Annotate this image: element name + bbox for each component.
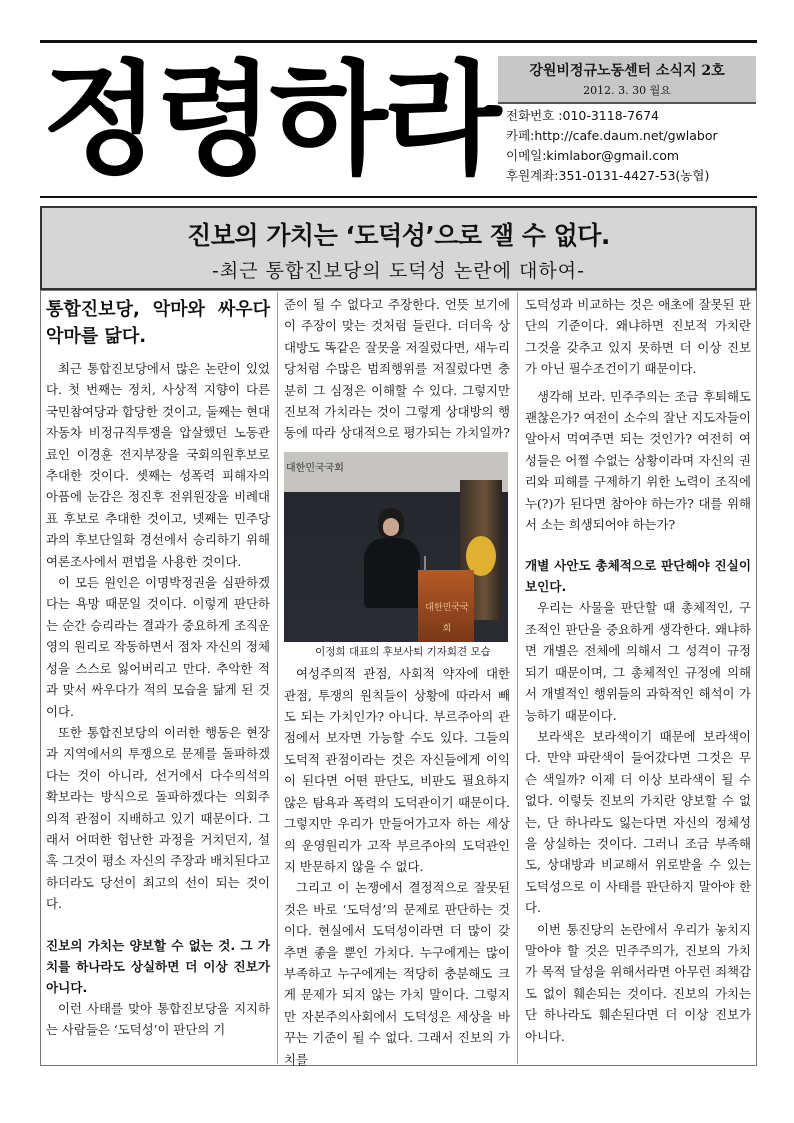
paragraph: 우리는 사물을 판단할 때 총체적인, 구조적인 판단을 중요하게 생각한다. 왜냐하면 개별은 전체에 의해서 그 성격이 규정되기 때문이며, 그 총체적인 규정에 의해서 개별적인 행위들의 과학적인 해석이 가능하기 때문이다.	[525, 600, 751, 723]
column-divider	[277, 292, 278, 1064]
speaker-face	[383, 518, 399, 536]
paragraph: 도덕성과 비교하는 것은 애초에 잘못된 판단의 기준이다. 왜냐하면 진보적 가치란 그것을 갖추고 있지 못하면 더 이상 진보가 아닌 필수조건이기 때문이다.	[525, 297, 751, 377]
section-subhead: 개별 사안도 총체적으로 판단해야 진실이 보인다.	[525, 558, 751, 595]
paragraph: 이번 통진당의 논란에서 우리가 놓치지 말아야 할 것은 민주주의가, 진보의 가치가 목적 달성을 위해서라면 아무런 죄책감도 없이 훼손되는 것이다. 진보의 가치는 단 하나라도 훼손된다면 더 이상 진보가 아니다.	[525, 921, 751, 1044]
paragraph: 준이 될 수 없다고 주장한다. 언뜻 보기에 이 주장이 맞는 것처럼 들린다. 더더욱 상대방도 똑같은 잘못을 저질렀다면, 새누리당처럼 수많은 범죄행위를 저질렀다면 충분히 그 심정은 이해할 수 있다. 그렇지만 진보적 가치라는 것이 그렇게 상대방의 행동에 따라 상대적으로 평가되는 가치일까?	[284, 297, 510, 441]
paragraph: 생각해 보라. 민주주의는 조금 후퇴해도 괜찮은가? 여전이 소수의 잘난 지도자들이 알아서 먹여주면 되는 것인가? 여전히 여성들은 어쩔 수없는 상황이라며 자신의 권리와 피해를 구제하기 위한 노력이 조직에 누(?)가 된다면 참아야 하는가? 대를 위해서 소는 희생되어야 하는가?	[525, 388, 751, 533]
article-column-1	[46, 294, 270, 1040]
photo-banner-text: 대한민국국회	[286, 462, 344, 474]
speaker-figure	[364, 538, 420, 608]
paragraph: 보라색은 보라색이기 때문에 보라색이다. 만약 파란색이 들어갔다면 그것은 무슨 색일까? 이제 더 이상 보라색이 될 수 없다. 이렇듯 진보의 가치란 양보할 수 없는, 단 하나라도 잃는다면 자신의 정체성을 상실하는 것이다. 그러니 조금 부족해도, 상대방과 비교해서 위로받을 수 있는 도덕성으로 이 사태를 판단하지 말아야 한다.	[525, 728, 751, 916]
contact-email[interactable]: 이메일:kimlabor@gmail.com	[506, 148, 680, 163]
section-subhead: 진보의 가치는 양보할 수 없는 것. 그 가치를 하나라도 상실하면 더 이상 진보가 아니다.	[46, 937, 270, 995]
paragraph: 이 모든 원인은 이명박정권을 심판하겠다는 욕망 때문일 것이다. 이렇게 판단하는 순간 승리라는 결과가 중요하게 조직운영의 원리로 작동하면서 점차 자신의 정체성을 스스로 잃어버리고 만다. 추악한 적과 맞서 싸우다가 적의 모습을 닮게 된 것이다.	[46, 575, 270, 719]
masthead-top-rule	[40, 40, 757, 43]
paragraph: 최근 통합진보당에서 많은 논란이 있었다. 첫 번째는 정치, 사상적 지향이 다른 국민참여당과 합당한 것이고, 둘째는 현대자동차 비정규직투쟁을 압살했던 노동관료인 이경훈 전지부장을 국회의원후보로 추대한 것이다. 셋째는 성폭력 피해자의 아픔에 눈감은 정진후 전위원장을 비례대표 후보로 추대한 것이고, 넷째는 민주당과의 후보단일화 경선에서 승리하기 위해 여론조사에서 편법을 사용한 것이다.	[46, 361, 270, 569]
issue-date: 2012. 3. 30 월요	[583, 84, 671, 97]
article-column-2	[284, 294, 510, 1070]
podium-label: 대한민국국회	[425, 602, 469, 635]
headline: 진보의 가치는 ‘도덕성’으로 잴 수 없다.	[187, 221, 610, 250]
article-column-3	[525, 294, 751, 1047]
subheadline: -최근 통합진보당의 도덕성 논란에 대하여-	[212, 260, 585, 282]
press-conference-photo	[284, 452, 508, 642]
contact-info	[506, 106, 756, 186]
headline-box	[40, 206, 757, 290]
column-divider	[517, 292, 518, 1064]
contact-cafe[interactable]: 카페:http://cafe.daum.net/gwlabor	[506, 128, 718, 143]
issue-name: 강원비정규노동센터 소식지 2호	[529, 63, 725, 79]
newsletter-title: 정령하라	[42, 49, 498, 191]
article-kicker: 통합진보당, 악마와 싸우다 악마를 닮다.	[46, 299, 270, 347]
paragraph: 또한 통합진보당의 이러한 행동은 현장과 지역에서의 투쟁으로 문제를 돌파하겠다는 것이 아니라, 선거에서 다수의석의 확보라는 방식으로 돌파하겠다는 의회주의적 관점이 지배하고 있기 때문이다. 그래서 어떠한 험난한 과정을 거치던지, 설혹 그것이 평소 자신의 주장과 배치된다고 하더라도 당선이 최고의 선이 되는 것이다.	[46, 724, 270, 912]
issue-info-box	[498, 56, 756, 104]
contact-phone: 전화번호 :010-3118-7674	[506, 108, 659, 123]
paragraph: 여성주의적 관점, 사회적 약자에 대한 관점, 투쟁의 원칙들이 상황에 따라서 빼도 되는 가치인가? 아니다. 부르주아의 관점에서 보자면 가능할 수도 있다. 그들의 도덕적 관점이라는 것은 자신들에게 이익이 된다면 어떤 판단도, 비판도 필요하지 않은 탐욕과 폭력의 도덕관이기 때문이다. 그렇지만 우리가 만들어가고자 하는 세상의 운영원리가 고작 부르주아의 도덕관인지 반문하지 않을 수 없다.	[284, 666, 510, 874]
paragraph: 그리고 이 논쟁에서 결정적으로 잘못된 것은 바로 ‘도덕성’의 문제로 판단하는 것이다. 현실에서 도덕성이라면 더 많이 갖추면 좋을 뿐인 가치다. 누구에게는 많이 부족하고 누구에게는 적당히 충분해도 크게 문제가 되지 않는 가치 말이다. 그렇지만 자본주의사회에서 도덕성은 세상을 바꾸는 기준이 될 수 없다. 그래서 진보의 가치를	[284, 880, 510, 1067]
paragraph: 이런 사태를 맞아 통합진보당을 지지하는 사람들은 ‘도덕성’이 판단의 기	[46, 1000, 270, 1037]
photo-caption: 이정희 대표의 후보사퇴 기자회견 모습	[315, 645, 491, 658]
contact-donation-account: 후원계좌:351-0131-4427-53(농협)	[506, 168, 710, 183]
masthead-bottom-rule	[40, 196, 757, 198]
